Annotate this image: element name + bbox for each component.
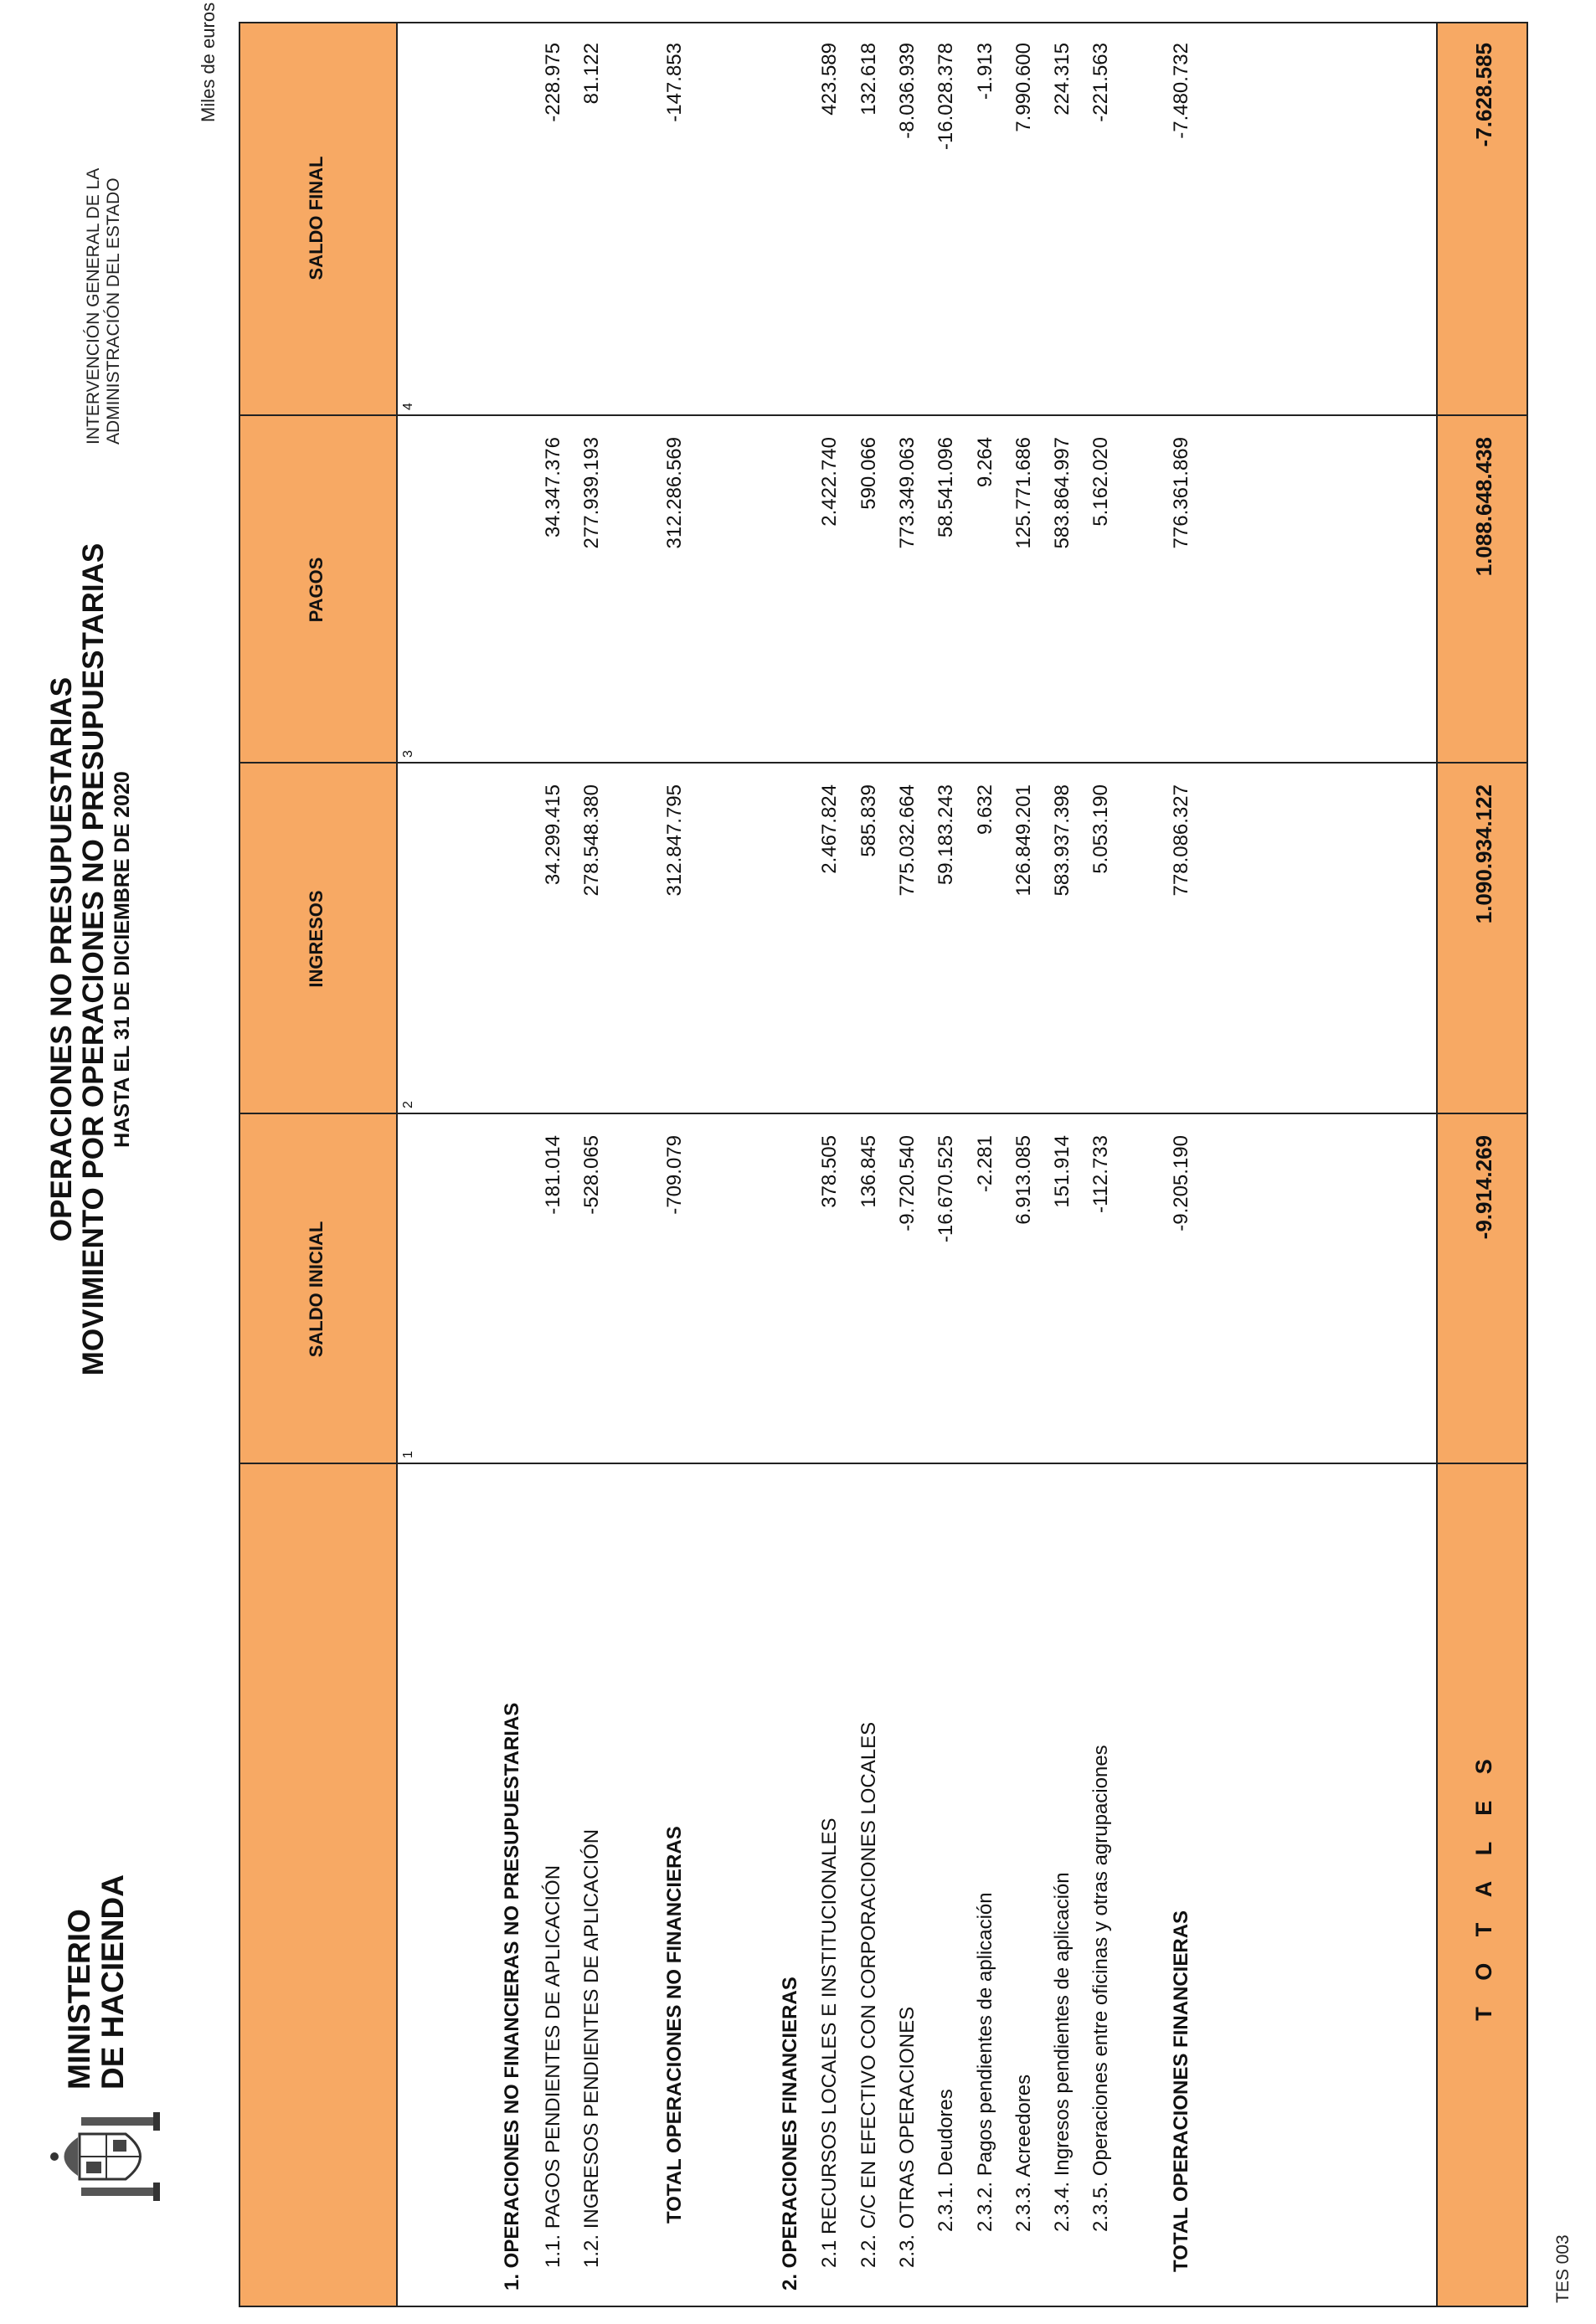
- title-line-1: OPERACIONES NO PRESUPUESTARIAS: [45, 676, 78, 1242]
- cell-saldo-inicial: 136.845: [857, 1135, 880, 1208]
- cell-ingresos: 775.032.664: [896, 784, 919, 897]
- column-number: 2: [401, 1101, 415, 1108]
- cell-pagos: 125.771.686: [1012, 437, 1035, 549]
- igae-line-1: INTERVENCIÓN GENERAL DE LA: [84, 167, 103, 445]
- cell-saldo-inicial: -9.205.190: [1170, 1135, 1192, 1231]
- igae-header: [84, 168, 124, 445]
- cell-pagos: 776.361.869: [1170, 437, 1192, 549]
- cell-saldo-final: 7.990.600: [1012, 43, 1035, 132]
- cell-pagos: 2.422.740: [818, 437, 841, 527]
- column-number: 4: [401, 403, 415, 410]
- title-line-2: MOVIMIENTO POR OPERACIONES NO PRESUPUESTARIAS: [77, 542, 110, 1376]
- cell-ingresos: 585.839: [857, 784, 880, 857]
- row-label: 2.3.1. Deudores: [934, 2089, 957, 2232]
- cell-saldo-inicial: -16.670.525: [934, 1135, 957, 1243]
- cell-ingresos: 583.937.398: [1051, 784, 1073, 897]
- row-label: 2.2. C/C EN EFECTIVO CON CORPORACIONES LOCALES: [857, 1721, 880, 2268]
- column-divider: [240, 1113, 1526, 1114]
- cell-ingresos: 59.183.243: [934, 784, 957, 886]
- cell-pagos: 5.162.020: [1089, 437, 1112, 527]
- subtotal-label: TOTAL OPERACIONES FINANCIERAS: [1170, 1910, 1192, 2272]
- row-label: 2.3.2. Pagos pendientes de aplicación: [974, 1892, 996, 2232]
- section-heading: 1. OPERACIONES NO FINANCIERAS NO PRESUPUESTARIAS: [501, 1702, 523, 2291]
- total-saldo-inicial: -9.914.269: [1471, 1135, 1496, 1240]
- subtotal-label: TOTAL OPERACIONES NO FINANCIERAS: [663, 1826, 686, 2224]
- cell-pagos: 34.347.376: [542, 437, 564, 538]
- operations-table: [239, 22, 1528, 2307]
- row-label: 2.3.3. Acreedores: [1012, 2074, 1035, 2232]
- column-divider: [240, 414, 1526, 416]
- header-divider: [396, 23, 398, 2306]
- cell-saldo-inicial: -181.014: [542, 1135, 564, 1215]
- column-header-saldo-inicial: SALDO INICIAL: [306, 1221, 327, 1358]
- igae-line-2: ADMINISTRACIÓN DEL ESTADO: [104, 177, 123, 445]
- cell-pagos: 773.349.063: [896, 437, 919, 549]
- cell-pagos: 58.541.096: [934, 437, 957, 538]
- row-label: 2.3.5. Operaciones entre oficinas y otras agrupaciones: [1089, 1745, 1112, 2232]
- row-label: 2.3.4. Ingresos pendientes de aplicación: [1051, 1872, 1073, 2232]
- cell-saldo-inicial: -709.079: [663, 1135, 686, 1215]
- cell-ingresos: 2.467.824: [818, 784, 841, 874]
- cell-saldo-inicial: -9.720.540: [896, 1135, 919, 1231]
- cell-pagos: 312.286.569: [663, 437, 686, 549]
- cell-saldo-final: -228.975: [542, 43, 564, 122]
- cell-saldo-final: -221.563: [1089, 43, 1112, 122]
- cell-saldo-final: -8.036.939: [896, 43, 919, 139]
- cell-pagos: 590.066: [857, 437, 880, 510]
- cell-saldo-final: -16.028.378: [934, 43, 957, 151]
- cell-saldo-final: 132.618: [857, 43, 880, 116]
- cell-ingresos: 778.086.327: [1170, 784, 1192, 897]
- cell-ingresos: 5.053.190: [1089, 784, 1112, 874]
- column-number: 3: [401, 750, 415, 758]
- cell-saldo-inicial: 378.505: [818, 1135, 841, 1208]
- total-ingresos: 1.090.934.122: [1471, 784, 1496, 924]
- cell-saldo-inicial: -112.733: [1089, 1135, 1112, 1213]
- totals-label: T O T A L E S: [1471, 1749, 1496, 2021]
- cell-saldo-final: -1.913: [974, 43, 996, 100]
- cell-ingresos: 126.849.201: [1012, 784, 1035, 897]
- total-saldo-final: -7.628.585: [1471, 43, 1496, 147]
- cell-ingresos: 278.548.380: [580, 784, 603, 897]
- cell-saldo-inicial: 6.913.085: [1012, 1135, 1035, 1225]
- ministry-name: [63, 1874, 130, 2090]
- cell-ingresos: 312.847.795: [663, 784, 686, 897]
- column-header-pagos: PAGOS: [306, 557, 327, 623]
- section-heading: 2. OPERACIONES FINANCIERAS: [779, 1977, 801, 2291]
- cell-saldo-final: 81.122: [580, 43, 603, 105]
- row-label: 1.2. INGRESOS PENDIENTES DE APLICACIÓN: [580, 1828, 603, 2268]
- cell-saldo-final: -147.853: [663, 43, 686, 122]
- cell-pagos: 9.264: [974, 437, 996, 488]
- cell-saldo-inicial: -528.065: [580, 1135, 603, 1215]
- cell-pagos: 583.864.997: [1051, 437, 1073, 549]
- row-label: 1.1. PAGOS PENDIENTES DE APLICACIÓN: [542, 1864, 564, 2268]
- form-code: TES 003: [1553, 2234, 1573, 2303]
- units-label: Miles de euros: [198, 2, 219, 122]
- cell-saldo-inicial: -2.281: [974, 1135, 996, 1193]
- cell-saldo-final: 224.315: [1051, 43, 1073, 116]
- cell-saldo-inicial: 151.914: [1051, 1135, 1073, 1208]
- column-divider: [240, 762, 1526, 764]
- total-pagos: 1.088.648.438: [1471, 437, 1496, 577]
- cell-ingresos: 34.299.415: [542, 784, 564, 886]
- row-label: 2.1 RECURSOS LOCALES E INSTITUCIONALES: [818, 1818, 841, 2268]
- row-label: 2.3. OTRAS OPERACIONES: [896, 2006, 919, 2268]
- column-number: 1: [401, 1451, 415, 1458]
- title-line-3: HASTA EL 31 DE DICIEMBRE DE 2020: [111, 771, 134, 1148]
- ministry-name-line1: MINISTERIO: [62, 1909, 96, 2090]
- cell-ingresos: 9.632: [974, 784, 996, 836]
- cell-saldo-final: -7.480.732: [1170, 43, 1192, 139]
- column-header-ingresos: INGRESOS: [306, 890, 327, 988]
- ministry-name-line2: DE HACIENDA: [95, 1874, 130, 2090]
- coat-of-arms-icon: [46, 2111, 172, 2203]
- report-title: [46, 474, 135, 1445]
- totals-divider: [1436, 23, 1438, 2306]
- cell-saldo-final: 423.589: [818, 43, 841, 116]
- cell-pagos: 277.939.193: [580, 437, 603, 549]
- column-divider: [240, 1463, 1526, 1464]
- column-header-saldo-final: SALDO FINAL: [306, 156, 327, 280]
